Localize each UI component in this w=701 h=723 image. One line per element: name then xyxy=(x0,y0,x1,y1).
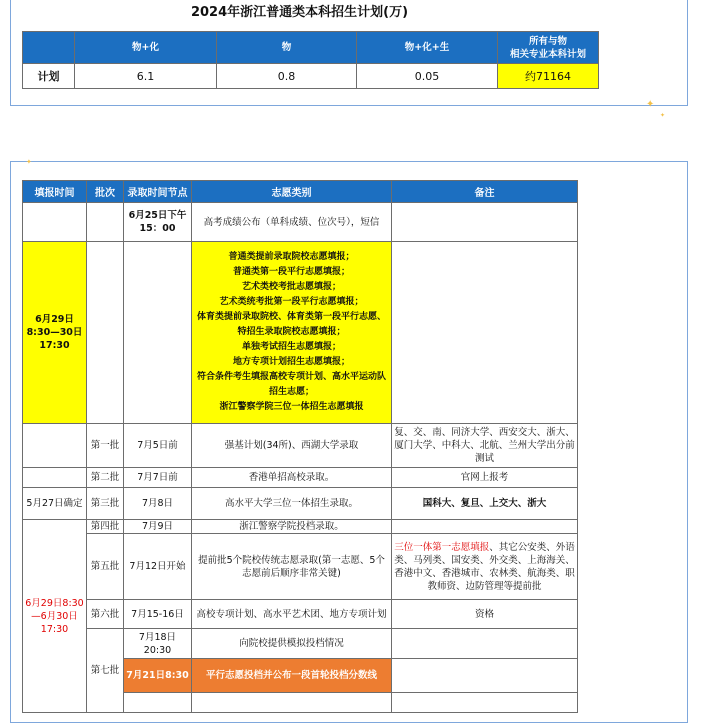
category-line: 地方专项计划招生志愿填报； xyxy=(232,357,350,367)
category-cell: 浙江警察学院投档录取。 xyxy=(192,520,392,534)
header-cell: 志愿类别 xyxy=(192,181,392,203)
category-cell: 高校专项计划、高水平艺术团、地方专项计划 xyxy=(192,600,392,629)
time-node-cell: 7月9日 xyxy=(124,520,192,534)
schedule-table xyxy=(22,180,578,713)
category-cell: 高水平大学三位一体招生录取。 xyxy=(192,488,392,520)
category-cell: 平行志愿投档并公布一段首轮投档分数线 xyxy=(192,659,392,693)
category-line: 普通类提前录取院校志愿填报； xyxy=(228,252,355,262)
category-cell: 香港单招高校录取。 xyxy=(192,468,392,488)
note-cell: 复、交、南、同济大学、西安交大、浙大、厦门大学、中科大、北航、兰州大学出分前测试 xyxy=(392,424,578,468)
header-cell: 填报时间 xyxy=(23,181,87,203)
time-node-cell: 7月7日前 xyxy=(124,468,192,488)
batch-cell: 第四批 xyxy=(87,520,124,534)
time-node-cell: 6月25日下午15：00 xyxy=(124,203,192,242)
category-line: 艺术类校考批志愿填报； xyxy=(241,282,341,292)
category-list-cell xyxy=(192,242,392,424)
category-line: 体育类提前录取院校、体育类第一段平行志愿、特招生录取院校志愿填报； xyxy=(196,312,386,337)
enrollment-plan-table xyxy=(22,31,599,89)
time-node-cell: 7月15-16日 xyxy=(124,600,192,629)
note-cell: 国科大、复旦、上交大、浙大 xyxy=(392,488,578,520)
time-node-cell: 7月18日20:30 xyxy=(124,629,192,659)
plan-table-title: 2024年浙江普通类本科招生计划(万) xyxy=(190,5,409,20)
header-cell: 录取时间节点 xyxy=(124,181,192,203)
category-cell: 强基计划(34所)、西湖大学录取 xyxy=(192,424,392,468)
batch-cell: 第三批 xyxy=(87,488,124,520)
category-line: 普通类第一段平行志愿填报； xyxy=(232,267,350,277)
category-cell: 高考成绩公布（单科成绩、位次号），短信 xyxy=(192,203,392,242)
table-cell: 0.05 xyxy=(357,64,498,89)
time-node-cell: 7月5日前 xyxy=(124,424,192,468)
batch-cell: 第二批 xyxy=(87,468,124,488)
category-line: 单独考试招生志愿填报； xyxy=(241,342,341,352)
table-cell: 0.8 xyxy=(217,64,357,89)
batch-cell: 第五批 xyxy=(87,534,124,600)
time-node-cell: 7月21日8:30 xyxy=(124,659,192,693)
batch-cell: 第六批 xyxy=(87,600,124,629)
header-cell: 所有与物 相关专业本科计划 xyxy=(498,32,599,64)
sparkle-icon: ✦ xyxy=(26,158,32,166)
fill-time-cell: 6月29日8:30—6月30日17:30 xyxy=(23,520,87,713)
time-node-cell: 7月8日 xyxy=(124,488,192,520)
sparkle-icon: ✦ xyxy=(646,99,655,110)
category-line: 符合条件考生填报高校专项计划、高水平运动队招生志愿； xyxy=(196,372,386,397)
category-line: 艺术类统考批第一段平行志愿填报； xyxy=(219,297,364,307)
note-cell: 资格 xyxy=(392,600,578,629)
table-cell: 约71164 xyxy=(498,64,599,89)
fill-time-cell: 6月29日8:30—30日17:30 xyxy=(23,242,87,424)
fill-time-cell: 5月27日确定 xyxy=(23,488,87,520)
batch-cell: 第一批 xyxy=(87,424,124,468)
table-cell: 6.1 xyxy=(75,64,217,89)
header-cell: 批次 xyxy=(87,181,124,203)
row-label: 计划 xyxy=(23,64,75,89)
header-cell: 物 xyxy=(217,32,357,64)
note-cell xyxy=(392,534,578,600)
note-text: 、其它公安类、外语类、马列类、国安类、外交类、上海海关、香港中文、香港城市、农林类、航海类、职教师资、边防管理等提前批 xyxy=(394,541,575,592)
time-node-cell: 7月12日开始 xyxy=(124,534,192,600)
category-cell: 向院校提供模拟投档情况 xyxy=(192,629,392,659)
header-cell: 备注 xyxy=(392,181,578,203)
category-line: 浙江警察学院三位一体招生志愿填报 xyxy=(219,402,364,412)
batch-cell: 第七批 xyxy=(87,629,124,713)
sparkle-icon: ✦ xyxy=(660,112,666,119)
header-cell: 物+化+生 xyxy=(357,32,498,64)
note-cell: 官网上报考 xyxy=(392,468,578,488)
header-cell: 物+化 xyxy=(75,32,217,64)
note-highlight: 三位一体第一志愿填报 xyxy=(394,541,490,553)
corner-cell xyxy=(23,32,75,64)
category-cell: 提前批5个院校传统志愿录取(第一志愿、5个志愿前后顺序非常关键) xyxy=(192,534,392,600)
